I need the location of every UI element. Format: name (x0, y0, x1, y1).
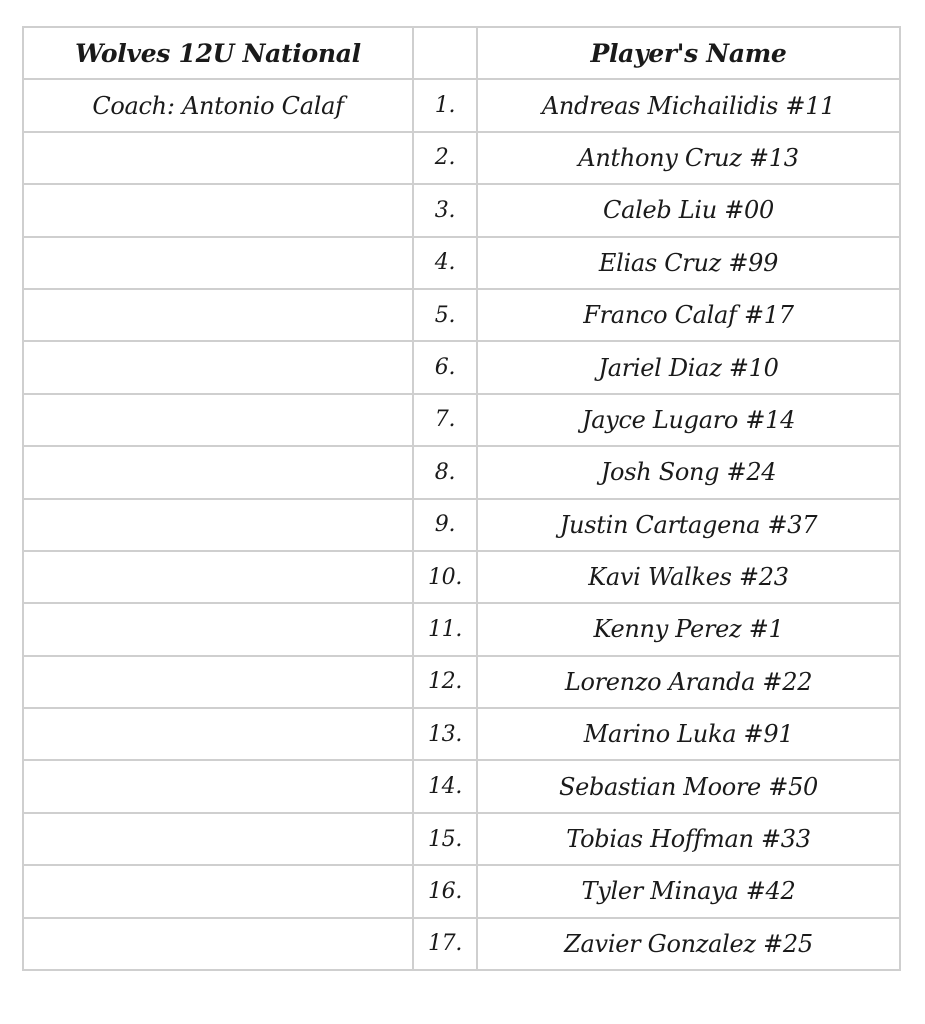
player-name: Tyler Minaya #42 (477, 865, 900, 917)
player-name: Marino Luka #91 (477, 708, 900, 760)
player-name: Sebastian Moore #50 (477, 760, 900, 812)
table-row (23, 184, 900, 236)
empty-cell (23, 760, 413, 812)
table-row (23, 708, 900, 760)
player-number: 11. (413, 603, 477, 655)
player-name: Lorenzo Aranda #22 (477, 656, 900, 708)
player-name: Josh Song #24 (477, 446, 900, 498)
player-name: Caleb Liu #00 (477, 184, 900, 236)
empty-cell (23, 132, 413, 184)
table-row (23, 603, 900, 655)
player-number: 8. (413, 446, 477, 498)
player-number: 1. (413, 79, 477, 131)
player-number: 5. (413, 289, 477, 341)
table-row (23, 813, 900, 865)
table-row (23, 237, 900, 289)
table-row (23, 446, 900, 498)
player-number: 10. (413, 551, 477, 603)
team-name-header: Wolves 12U National (23, 27, 413, 79)
empty-cell (23, 865, 413, 917)
table-row (23, 79, 900, 131)
table-row (23, 865, 900, 917)
player-number: 14. (413, 760, 477, 812)
empty-cell (23, 184, 413, 236)
player-number: 6. (413, 341, 477, 393)
player-number: 12. (413, 656, 477, 708)
player-number: 7. (413, 394, 477, 446)
table-row (23, 341, 900, 393)
empty-cell (23, 708, 413, 760)
empty-cell (23, 394, 413, 446)
player-number: 3. (413, 184, 477, 236)
player-name: Kavi Walkes #23 (477, 551, 900, 603)
player-name: Zavier Gonzalez #25 (477, 918, 900, 970)
header-row (23, 27, 900, 79)
table-row (23, 918, 900, 970)
player-name: Anthony Cruz #13 (477, 132, 900, 184)
empty-cell (23, 656, 413, 708)
table-row (23, 551, 900, 603)
roster-body (23, 79, 900, 970)
player-number: 15. (413, 813, 477, 865)
player-name: Elias Cruz #99 (477, 237, 900, 289)
empty-cell (23, 813, 413, 865)
empty-cell (23, 499, 413, 551)
empty-cell (23, 237, 413, 289)
empty-cell (23, 446, 413, 498)
player-number: 9. (413, 499, 477, 551)
roster-table (22, 26, 901, 971)
coach-name: Coach: Antonio Calaf (23, 79, 413, 131)
player-number: 16. (413, 865, 477, 917)
player-name: Andreas Michailidis #11 (477, 79, 900, 131)
table-row (23, 760, 900, 812)
player-number: 17. (413, 918, 477, 970)
player-name: Tobias Hoffman #33 (477, 813, 900, 865)
empty-cell (23, 918, 413, 970)
player-name: Kenny Perez #1 (477, 603, 900, 655)
player-name: Justin Cartagena #37 (477, 499, 900, 551)
player-name-header: Player's Name (477, 27, 900, 79)
player-number: 2. (413, 132, 477, 184)
table-row (23, 656, 900, 708)
player-name: Franco Calaf #17 (477, 289, 900, 341)
table-row (23, 499, 900, 551)
player-name: Jariel Diaz #10 (477, 341, 900, 393)
player-number: 13. (413, 708, 477, 760)
table-row (23, 289, 900, 341)
number-header (413, 27, 477, 79)
empty-cell (23, 603, 413, 655)
table-row (23, 394, 900, 446)
empty-cell (23, 551, 413, 603)
table-row (23, 132, 900, 184)
player-number: 4. (413, 237, 477, 289)
empty-cell (23, 341, 413, 393)
player-name: Jayce Lugaro #14 (477, 394, 900, 446)
empty-cell (23, 289, 413, 341)
